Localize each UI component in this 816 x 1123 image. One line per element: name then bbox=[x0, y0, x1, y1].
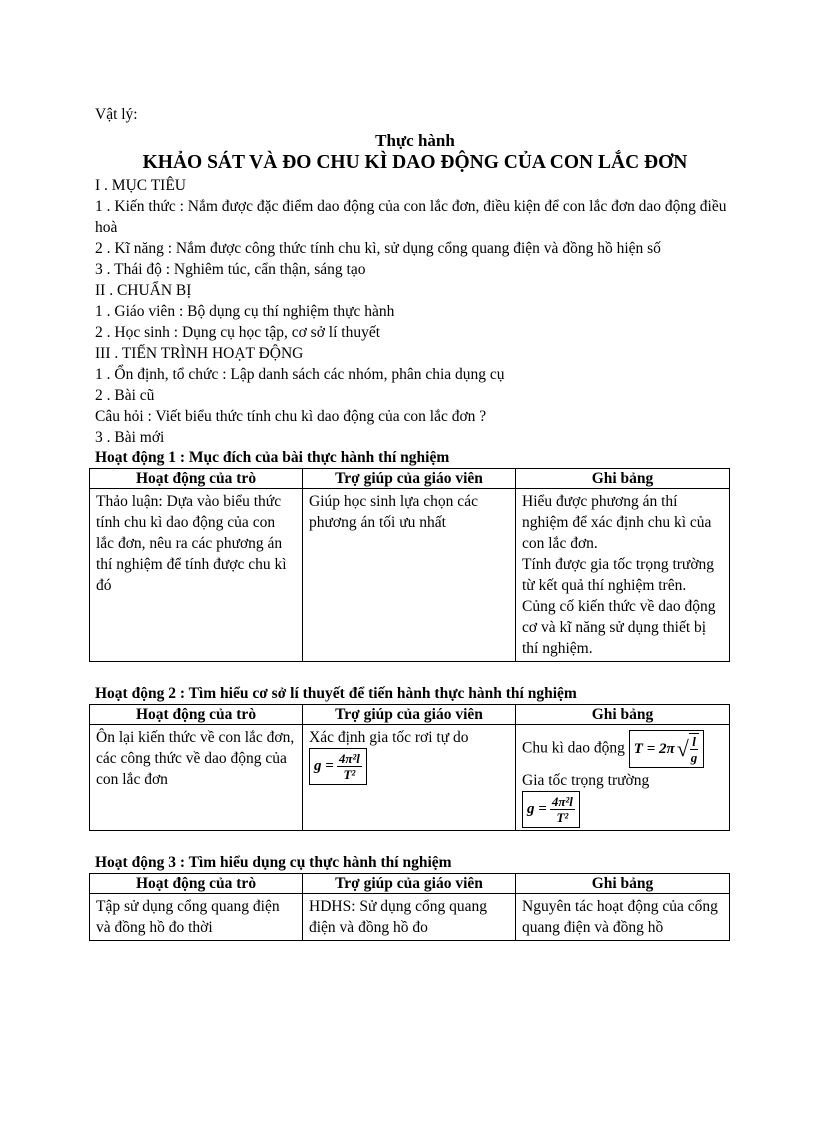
section-objectives: I . MỤC TIÊU bbox=[95, 177, 186, 194]
activity1-table bbox=[89, 468, 730, 662]
header-student: Hoạt động của trò bbox=[90, 469, 303, 489]
teacher-text: Xác định gia tốc rơi tự do bbox=[309, 729, 469, 746]
procedure-question: Câu hỏi : Viết biểu thức tính chu kì dao động của con lắc đơn ? bbox=[95, 408, 487, 425]
formula-lhs: g = bbox=[314, 758, 334, 774]
formula-fraction bbox=[689, 734, 700, 765]
header-student: Hoạt động của trò bbox=[90, 874, 303, 894]
prep-teacher: 1 . Giáo viên : Bộ dụng cụ thí nghiệm thực hành bbox=[95, 303, 395, 320]
section-preparation: II . CHUẨN BỊ bbox=[95, 282, 192, 299]
procedure-old-lesson: 2 . Bài cũ bbox=[95, 387, 155, 404]
header-board: Ghi bảng bbox=[516, 705, 730, 725]
subject-label: Vật lý: bbox=[95, 106, 138, 123]
activity2-board-cell bbox=[516, 725, 730, 831]
objective-skills: 2 . Kĩ năng : Nắm được công thức tính chu kì, sử dụng cổng quang điện và đồng hồ hiện số bbox=[95, 240, 661, 257]
sqrt-icon: √ bbox=[676, 736, 689, 761]
title-line-2: KHẢO SÁT VÀ ĐO CHU KÌ DAO ĐỘNG CỦA CON LẮC ĐƠN bbox=[142, 152, 688, 173]
activity3-board-cell: Nguyên tác hoạt động của cổng quang điện và đồng hồ bbox=[516, 894, 730, 941]
prep-student: 2 . Học sinh : Dụng cụ học tập, cơ sở lí thuyết bbox=[95, 324, 381, 341]
header-teacher: Trợ giúp của giáo viên bbox=[303, 874, 516, 894]
activity2-student-cell: Ôn lại kiến thức về con lắc đơn, các công thức về dao động của con lắc đơn bbox=[90, 725, 303, 831]
formula-numerator: l bbox=[692, 734, 696, 749]
header-teacher: Trợ giúp của giáo viên bbox=[303, 469, 516, 489]
formula-lhs: g = bbox=[527, 801, 547, 817]
activity1-title: Hoạt động 1 : Mục đích của bài thực hành thí nghiệm bbox=[95, 449, 450, 466]
formula-fraction bbox=[337, 751, 362, 782]
activity2-table bbox=[89, 704, 730, 831]
activity1-board-cell bbox=[516, 489, 730, 662]
header-student: Hoạt động của trò bbox=[90, 705, 303, 725]
objective-attitude: 3 . Thái độ : Nghiêm túc, cẩn thận, sáng tạo bbox=[95, 261, 366, 278]
board-item: Hiểu được phương án thí nghiệm để xác định chu kì của con lắc đơn. bbox=[522, 493, 712, 552]
formula-denominator: g bbox=[690, 750, 698, 765]
board-period-line bbox=[522, 730, 723, 768]
formula-sqrt bbox=[677, 733, 700, 765]
formula-gravity bbox=[309, 748, 367, 785]
board-item: Tính được gia tốc trọng trường từ kết quả thí nghiệm trên. bbox=[522, 556, 715, 594]
objective-knowledge: 1 . Kiến thức : Nắm được đặc điểm dao động của con lắc đơn, điều kiện để con lắc đơn dao động điều hoà bbox=[95, 198, 727, 236]
board-item: Củng cố kiến thức về dao động cơ và kĩ năng sử dụng thiết bị thí nghiệm. bbox=[522, 598, 716, 657]
formula-denominator: T² bbox=[343, 767, 356, 782]
formula-denominator: T² bbox=[556, 810, 569, 825]
section-procedure: III . TIẾN TRÌNH HOẠT ĐỘNG bbox=[95, 345, 304, 362]
board-gravity-label: Gia tốc trọng trường bbox=[522, 772, 650, 789]
activity3-teacher-cell: HDHS: Sử dụng cổng quang điện và đồng hồ đo bbox=[303, 894, 516, 941]
activity2-title: Hoạt động 2 : Tìm hiểu cơ sở lí thuyết để tiến hành thực hành thí nghiệm bbox=[95, 685, 577, 702]
activity1-student-cell: Thảo luận: Dựa vào biểu thức tính chu kì dao động của con lắc đơn, nêu ra các phương án thí nghiệm để tính được chu kì đó bbox=[90, 489, 303, 662]
formula-fraction bbox=[550, 794, 575, 825]
formula-numerator: 4π²l bbox=[338, 751, 360, 766]
title-line-1: Thực hành bbox=[375, 131, 455, 150]
header-board: Ghi bảng bbox=[516, 874, 730, 894]
activity3-table bbox=[89, 873, 730, 941]
activity3-student-cell: Tập sử dụng cổng quang điện và đồng hồ đo thời bbox=[90, 894, 303, 941]
formula-lhs: T = 2π bbox=[633, 740, 675, 757]
activity1-teacher-cell: Giúp học sinh lựa chọn các phương án tối ưu nhất bbox=[303, 489, 516, 662]
formula-numerator: 4π²l bbox=[551, 794, 573, 809]
procedure-organize: 1 . Ổn định, tổ chức : Lập danh sách các nhóm, phân chia dụng cụ bbox=[95, 366, 505, 383]
activity2-teacher-cell bbox=[303, 725, 516, 831]
formula-gravity bbox=[522, 791, 580, 828]
header-teacher: Trợ giúp của giáo viên bbox=[303, 705, 516, 725]
board-period-label: Chu kì dao động bbox=[522, 739, 625, 757]
document-page bbox=[95, 100, 735, 941]
activity3-title: Hoạt động 3 : Tìm hiểu dụng cụ thực hành thí nghiệm bbox=[95, 854, 452, 871]
header-board: Ghi bảng bbox=[516, 469, 730, 489]
formula-period bbox=[629, 730, 704, 768]
procedure-new-lesson: 3 . Bài mới bbox=[95, 429, 165, 446]
